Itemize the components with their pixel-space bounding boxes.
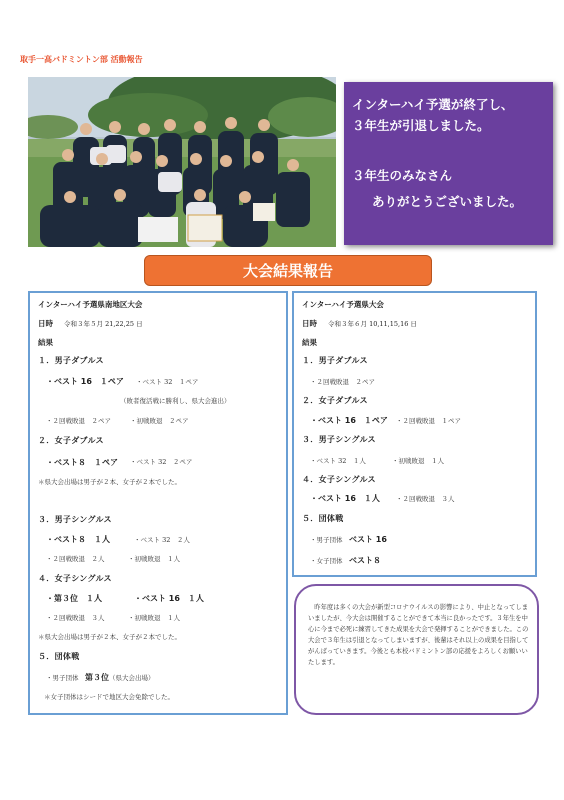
event-date: 令和３年６月 10,11,15,16 日 [328, 320, 417, 328]
event-title: インターハイ予選県大会 [302, 300, 384, 309]
result-label: 結果 [38, 338, 53, 347]
result-item: ・ベスト８ １人 [46, 535, 110, 544]
result-item: ・２回戦敗退 ２ペア [46, 417, 111, 425]
section-title: ５．団体戦 [38, 652, 80, 661]
result-item: ・ベスト 32 １ペア [136, 378, 199, 386]
result-label: 結果 [302, 338, 317, 347]
result-item: ・初戦敗退 ２ペア [130, 417, 189, 425]
section-title: ２．女子ダブルス [302, 396, 368, 405]
note: ＊県大会出場は男子が２本、女子が２本でした。 [38, 478, 181, 486]
event-date: 令和３年５月 21,22,25 日 [64, 320, 143, 328]
result-item: ・２回戦敗退 ２人 [46, 555, 105, 563]
result-item: ・ベスト 16 １ペア [310, 416, 388, 425]
announcement-line-1: インターハイ予選が終了し、 [352, 97, 514, 112]
date-label: 日時 [38, 319, 53, 328]
announcement-line-4: ありがとうございました。 [372, 194, 523, 209]
result-item: ・ベスト 32 ２ペア [130, 458, 193, 466]
result-item: ・女子団体 ベスト８ [310, 556, 381, 565]
section-title: ３．男子シングルス [302, 435, 376, 444]
result-item: ・ベスト 16 １人 [310, 494, 380, 503]
result-item: （敗者復活戦に勝利し、県大会進出） [120, 397, 231, 405]
section-title: ４．女子シングルス [38, 574, 112, 583]
result-item: ・初戦敗退 １人 [128, 555, 180, 563]
section-title: ２．女子ダブルス [38, 436, 104, 445]
message-text: 昨年度は多くの大会が新型コロナウイルスの影響により、中止となってしまいましたが、今大会は開催することができて本当に良かったです。３年生を中心に今まで必死に練習してきた成果を大会で発揮することができました。この大会で３年生は引退となってしまいますが、後輩はそれ以上の成果を目指してがんばっていきます。今後とも本校バドミントン部の応援をよろしくお願いいたします。 [308, 604, 529, 666]
district-results-box [28, 291, 288, 715]
section-title: １．男子ダブルス [38, 356, 104, 365]
result-item: ・ベスト 32 １人 [310, 457, 366, 465]
result-item: ・２回戦敗退 ３人 [46, 614, 105, 622]
results-banner: 大会結果報告 [144, 255, 432, 286]
result-item: ・第３位 １人 [46, 594, 102, 603]
result-item: ・２回戦敗退 ２ペア [310, 378, 375, 386]
result-item: ・男子団体 第３位（県大会出場） [46, 673, 155, 682]
result-item: ・ベスト８ １ペア [46, 458, 118, 467]
section-title: ５．団体戦 [302, 514, 344, 523]
result-item: ・初戦敗退 １人 [392, 457, 444, 465]
result-item: ・ベスト 16 １人 [134, 594, 204, 603]
result-item: ・ベスト 16 １ペア [46, 377, 124, 386]
team-photo [28, 77, 336, 247]
result-item: ・男子団体 ベスト 16 [310, 535, 387, 544]
announcement-panel [344, 82, 553, 245]
result-item: ・２回戦敗退 １ペア [396, 417, 461, 425]
section-title: １．男子ダブルス [302, 356, 368, 365]
announcement-line-2: ３年生が引退しました。 [352, 118, 490, 133]
result-item: ・２回戦敗退 ３人 [396, 495, 455, 503]
result-item: ・初戦敗退 １人 [128, 614, 180, 622]
announcement-line-3: ３年生のみなさん [352, 168, 453, 183]
section-title: ３．男子シングルス [38, 515, 112, 524]
note: ＊女子団体はシードで地区大会免除でした。 [44, 693, 174, 701]
page-header-title: 取手一高バドミントン部 活動報告 [20, 55, 143, 64]
prefectural-results-box [292, 291, 537, 577]
message-box [294, 584, 539, 715]
date-label: 日時 [302, 319, 317, 328]
section-title: ４．女子シングルス [302, 475, 376, 484]
event-title: インターハイ予選県南地区大会 [38, 300, 143, 309]
note: ＊県大会出場は男子が２本、女子が２本でした。 [38, 633, 181, 641]
result-item: ・ベスト 32 ２人 [134, 536, 190, 544]
